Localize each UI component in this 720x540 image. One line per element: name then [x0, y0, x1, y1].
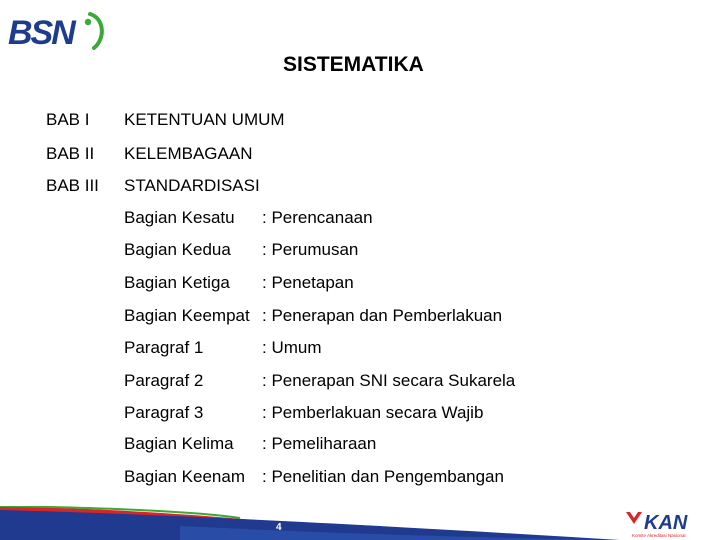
section-title: : Perencanaan: [262, 208, 373, 227]
section-label: Bagian Kesatu: [124, 208, 235, 227]
bsn-logo-text: BSN: [8, 14, 74, 52]
kan-logo-mark: [626, 512, 642, 524]
paragraph-label: Paragraf 3: [124, 403, 204, 422]
section-label: Bagian Ketiga: [124, 273, 230, 292]
bsn-logo: [6, 8, 110, 52]
kan-logo-subtitle: Komite Akreditasi Nasional: [632, 533, 686, 538]
section-title: : Penetapan: [262, 273, 354, 292]
bsn-logo-arc: [90, 14, 102, 48]
paragraph-label: Paragraf 2: [124, 371, 204, 390]
paragraph-title: : Penerapan SNI secara Sukarela: [262, 371, 516, 390]
section-title: : Perumusan: [262, 240, 359, 259]
chapter-label: BAB I: [46, 110, 90, 129]
page-number: 4: [276, 522, 282, 533]
section-label: Bagian Keenam: [124, 467, 245, 486]
paragraph-label: Paragraf 1: [124, 338, 204, 357]
paragraph-title: : Pemberlakuan secara Wajib: [262, 403, 484, 422]
section-title: : Penelitian dan Pengembangan: [262, 467, 504, 486]
chapter-label: BAB III: [46, 176, 99, 195]
chapter-title: KETENTUAN UMUM: [124, 110, 285, 129]
bsn-logo-dot: [85, 19, 91, 25]
chapter-title: STANDARDISASI: [124, 176, 260, 195]
section-title: : Pemeliharaan: [262, 434, 377, 453]
paragraph-title: : Umum: [262, 338, 322, 357]
section-label: Bagian Keempat: [124, 306, 250, 325]
kan-logo: [624, 508, 716, 538]
chapter-title: KELEMBAGAAN: [124, 144, 253, 163]
footer-band: [0, 506, 720, 540]
section-label: Bagian Kedua: [124, 240, 231, 259]
section-label: Bagian Kelima: [124, 434, 234, 453]
section-title: : Penerapan dan Pemberlakuan: [262, 306, 503, 325]
kan-logo-text: KAN: [644, 512, 688, 534]
chapter-label: BAB II: [46, 144, 95, 163]
